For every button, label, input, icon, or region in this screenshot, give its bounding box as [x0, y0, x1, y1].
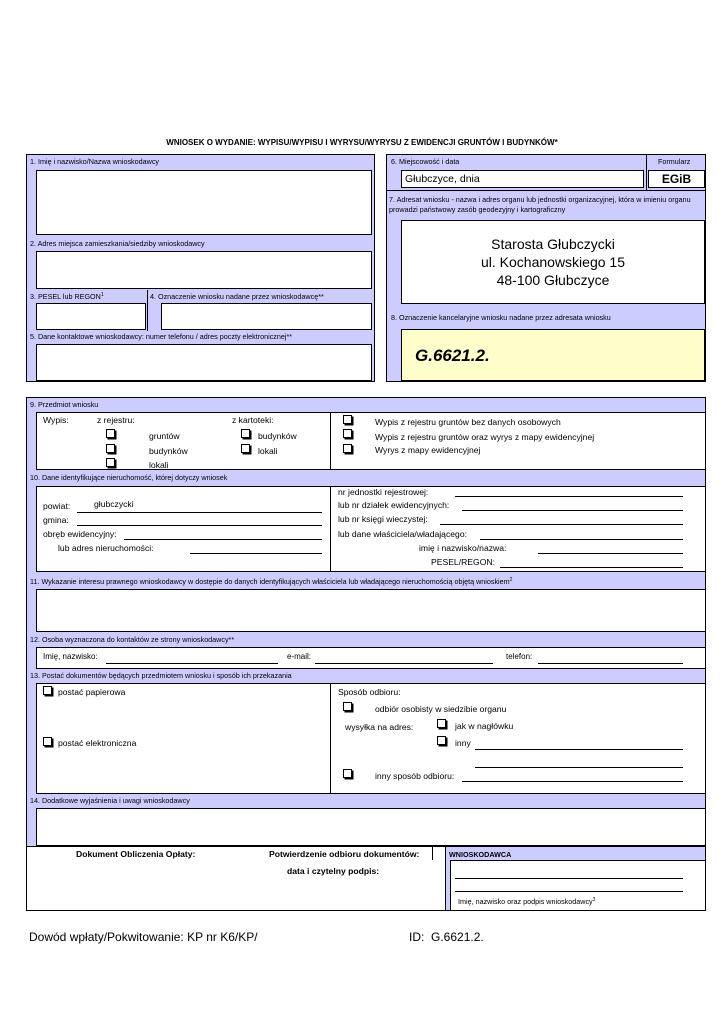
- signature-label: Imię, nazwisko oraz podpis wnioskodawcy$^3$: [458, 897, 596, 906]
- lokali-rejestr-label: lokali: [149, 460, 169, 470]
- opt3-label: Wyrys z mapy ewidencyjnej: [375, 445, 481, 455]
- wlasciciel-label: lub dane właściciela/władającego:: [338, 529, 467, 539]
- ksiegi-label: lub nr księgi wieczystej:: [338, 514, 428, 524]
- gmina-field[interactable]: [77, 525, 322, 526]
- dzialki-field[interactable]: [462, 510, 683, 511]
- payment-receipt-text: Dowód wpłaty/Pokwitowanie: KP nr K6/KP/: [29, 930, 258, 944]
- wlasciciel-field[interactable]: [480, 539, 683, 540]
- pesel-field[interactable]: [36, 303, 146, 330]
- form-type-value: EGiB: [661, 172, 692, 186]
- other-address-checkbox[interactable]: [437, 736, 446, 745]
- applicant-address-label: 2. Adres miejsca zamieszkania/siedziby wnioskodawcy: [30, 239, 205, 248]
- contact-person-box: [36, 647, 706, 669]
- contact-data-field[interactable]: [36, 344, 372, 381]
- place-date-label: 6. Miejscowość i data: [391, 157, 460, 166]
- applicant-mark-label: 4. Oznaczenie wniosku nadane przez wnioskodawcę**: [150, 292, 324, 301]
- recipient-line-3: 48-100 Głubczyce: [496, 272, 610, 288]
- subject-box-left: [36, 412, 331, 470]
- interest-field[interactable]: [36, 589, 706, 632]
- method-label: Sposób odbioru:: [338, 687, 401, 697]
- form-title: WNIOSEK O WYDANIE: WYPISU/WYPISU I WYRYSU/WYRYSU Z EWIDENCJI GRUNTÓW I BUDYNKÓW*: [166, 138, 558, 147]
- contact-email-field[interactable]: [315, 663, 493, 664]
- applicant-name-label: 1. Imię i nazwisko/Nazwa wnioskodawcy: [30, 157, 160, 166]
- contact-email-label: e-mail:: [287, 652, 312, 661]
- other-method-field[interactable]: [462, 781, 683, 782]
- wypis-label: Wypis:: [43, 415, 69, 425]
- other-method-label: inny sposób odbioru:: [375, 771, 455, 781]
- contact-phone-field[interactable]: [538, 663, 683, 664]
- as-header-label: jak w nagłówku: [455, 721, 514, 731]
- office-mark-value: G.6621.2.: [415, 346, 490, 365]
- gruntow-label: gruntów: [149, 431, 180, 441]
- remarks-field[interactable]: [36, 808, 706, 846]
- z-kartoteki-label: z kartoteki:: [232, 415, 274, 425]
- recipient-line-2: ul. Kochanowskiego 15: [481, 254, 625, 270]
- remarks-label: 14. Dodatkowe wyjaśnienia i uwagi wnioskodawcy: [30, 796, 190, 805]
- obreb-label: obręb ewidencyjny:: [43, 529, 117, 539]
- paper-checkbox[interactable]: [43, 686, 52, 695]
- recipient-label: 7. Adresat wniosku - nazwa i adres organu lub jednostki organizacyjnej, która w imieniu organu prowadzi państwowy zasób geodezyjny i kartograficzny: [389, 195, 691, 214]
- fee-document-label: Dokument Obliczenia Opłaty:: [76, 849, 196, 859]
- owner-name-label: imię i nazwisko/nazwa:: [419, 543, 507, 553]
- electronic-checkbox[interactable]: [43, 737, 52, 746]
- budynkow-rejestr-label: budynków: [149, 446, 188, 456]
- opt1-label: Wypis z rejestru gruntów bez danych osobowych: [375, 417, 561, 427]
- property-label: 10. Dane identyfikujące nieruchomość, której dotyczy wniosek: [30, 473, 228, 482]
- document-id-text: ID: G.6621.2.: [409, 930, 484, 944]
- recipient-line-1: Starosta Głubczycki: [491, 236, 615, 252]
- jednostka-label: nr jednostki rejestrowej:: [338, 487, 429, 497]
- opt1-checkbox[interactable]: [343, 415, 352, 424]
- owner-name-field[interactable]: [538, 553, 683, 554]
- other-address-label: inny: [455, 738, 471, 748]
- shipping-label: wysyłka na adres:: [345, 722, 414, 732]
- adres-field[interactable]: [190, 553, 322, 554]
- paper-label: postać papierowa: [58, 687, 126, 697]
- opt2-checkbox[interactable]: [343, 429, 352, 438]
- obreb-field[interactable]: [124, 539, 322, 540]
- form-type-label: Formularz: [658, 157, 691, 166]
- applicant-address-field[interactable]: [36, 251, 372, 289]
- opt3-checkbox[interactable]: [343, 444, 352, 453]
- budynkow-kartoteka-checkbox[interactable]: [241, 429, 250, 438]
- gruntow-checkbox[interactable]: [106, 429, 115, 438]
- budynkow-rejestr-checkbox[interactable]: [106, 444, 115, 453]
- personal-checkbox[interactable]: [343, 702, 352, 711]
- applicant-mark-field[interactable]: [161, 303, 372, 330]
- contact-name-label: Imię, nazwisko:: [43, 652, 98, 661]
- jednostka-field[interactable]: [455, 496, 683, 497]
- interest-label: 11. Wykazanie interesu prawnego wnioskodawcy w dostępie do danych identyfikujących właściciela lub władającego nieruchomością objętą wnioskiem$^2$: [30, 577, 513, 586]
- contact-data-label: 5. Dane kontaktowe wnioskodawcy: numer telefonu / adres poczty elektronicznej**: [30, 332, 293, 341]
- as-header-checkbox[interactable]: [437, 719, 446, 728]
- adres-label: lub adres nieruchomości:: [58, 543, 154, 553]
- lokali-rejestr-checkbox[interactable]: [106, 458, 115, 467]
- owner-pesel-label: PESEL/REGON:: [431, 557, 495, 567]
- receipt-label: Potwierdzenie odbioru dokumentów:: [269, 849, 420, 859]
- other-address-field[interactable]: [475, 749, 683, 750]
- gmina-label: gmina:: [43, 515, 69, 525]
- contact-person-label: 12. Osoba wyznaczona do kontaktów ze strony wnioskodawcy**: [30, 635, 235, 644]
- signature-field-2[interactable]: [455, 891, 683, 892]
- z-rejestru-label: z rejestru:: [97, 415, 135, 425]
- date-signature-label: data i czytelny podpis:: [287, 866, 380, 876]
- lokali-kartoteka-label: lokali: [258, 446, 278, 456]
- office-mark-label: 8. Oznaczenie kancelaryjne wniosku nadane przez adresata wniosku: [391, 313, 611, 322]
- other-method-checkbox[interactable]: [343, 769, 352, 778]
- ksiegi-field[interactable]: [440, 524, 683, 525]
- powiat-value: głubczycki: [94, 499, 134, 509]
- budynkow-kartoteka-label: budynków: [258, 431, 297, 441]
- contact-name-field[interactable]: [106, 663, 278, 664]
- owner-pesel-field[interactable]: [500, 567, 683, 568]
- powiat-label: powiat:: [43, 501, 71, 511]
- personal-label: odbiór osobisty w siedzibie organu: [375, 704, 507, 714]
- dzialki-label: lub nr działek ewidencyjnych:: [338, 500, 450, 510]
- signature-field-1[interactable]: [455, 878, 683, 879]
- pesel-label: 3. PESEL lub REGON$^1$: [30, 292, 104, 301]
- applicant-title: WNIOSKODAWCA: [449, 850, 512, 859]
- place-date-value: Głubczyce, dnia: [405, 173, 480, 185]
- delivery-label: 13. Postać dokumentów będących przedmiotem wniosku i sposób ich przekazania: [30, 671, 292, 680]
- other-address-field-2[interactable]: [475, 767, 683, 768]
- powiat-field[interactable]: [77, 512, 322, 513]
- applicant-name-field[interactable]: [36, 170, 372, 235]
- subject-label: 9. Przedmiot wniosku: [30, 400, 99, 409]
- contact-phone-label: telefon:: [506, 652, 533, 661]
- opt2-label: Wypis z rejestru gruntów oraz wyrys z mapy ewidencyjnej: [375, 432, 595, 442]
- lokali-kartoteka-checkbox[interactable]: [241, 444, 250, 453]
- electronic-label: postać elektroniczna: [58, 738, 137, 748]
